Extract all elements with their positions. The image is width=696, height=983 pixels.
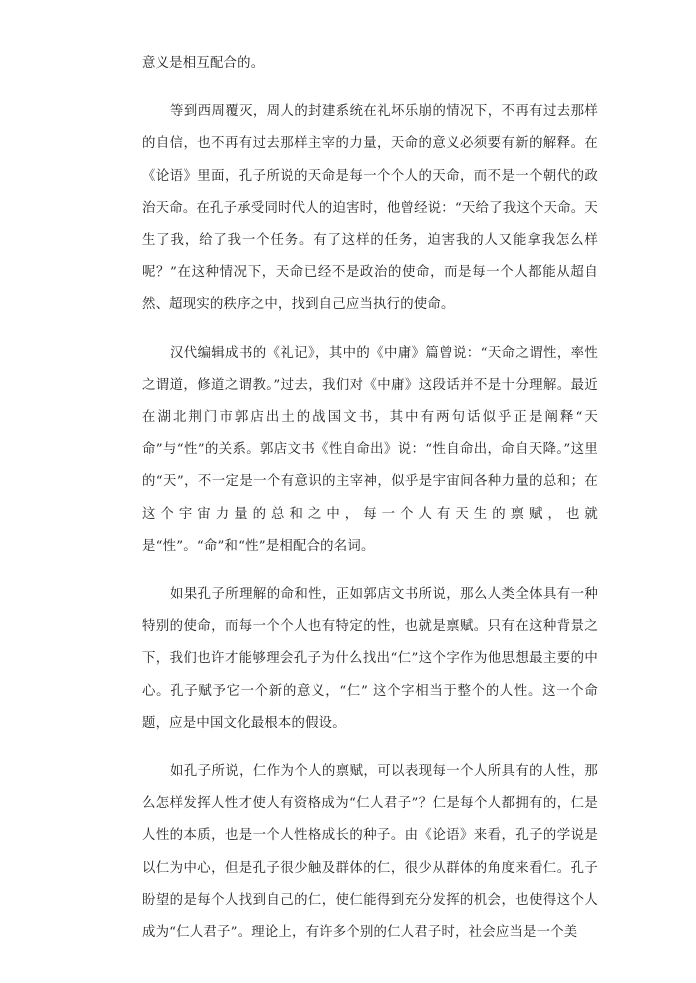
- paragraph-western-zhou: 等到西周覆灭，周人的封建系统在礼坏乐崩的情况下，不再有过去那样的自信，也不再有过去那样主宰的力量，天命的意义必须要有新的解释。在《论语》里面，孔子所说的天命是每一个个人的天命，而不是一个朝代的政治天命。在孔子承受同时代人的迫害时，他曾经说：“天给了我这个天命。天生了我，给了我一个任务。有了这样的任务，迫害我的人又能拿我怎么样呢？”在这种情况下，天命已经不是政治的使命，而是每一个人都能从超自然、超现实的秩序之中，找到自己应当执行的使命。: [142, 104, 598, 313]
- paragraph-ren-meaning: 如果孔子所理解的命和性，正如郭店文书所说，那么人类全体具有一种特别的使命，而每一个个人也有特定的性，也就是禀赋。只有在这种背景之下，我们也许才能够理会孔子为什么找出“仁”这个字作为他思想最主要的中心。孔子赋予它一个新的意义，“仁” 这个字相当于整个的人性。这一个命题，应是中国文化最根本的假设。: [142, 587, 598, 731]
- paragraph-liji-zhongyong: 汉代编辑成书的《礼记》，其中的《中庸》篇曾说：“天命之谓性，率性之谓道，修道之谓教。”过去，我们对《中庸》这段话并不是十分理解。最近在湖北荆门市郭店出土的战国文书，其中有两句话似乎正是阐释“天命”与“性”的关系。郭店文书《性自命出》说：“性自命出，命自天降。”这里的“天”，不一定是一个有意识的主宰神，似乎是宇宙间各种力量的总和；在这个宇宙力量的总和之中，每一个人有天生的禀赋，也就是“性”。“命”和“性”是相配合的名词。: [142, 345, 598, 554]
- text-column: [142, 48, 598, 949]
- paragraph-ren-as-endowment: 如孔子所说，仁作为个人的禀赋，可以表现每一个人所具有的人性，那么怎样发挥人性才使人有资格成为“仁人君子”？仁是每个人都拥有的，仁是人性的本质，也是一个人性格成长的种子。由《论语》来看，孔子的学说是以仁为中心，但是孔子很少触及群体的仁，很少从群体的角度来看仁。孔子盼望的是每个人找到自己的仁，使仁能得到充分发挥的机会，也使得这个人成为“仁人君子”。理论上，有许多个别的仁人君子时，社会应当是一个美: [142, 764, 598, 941]
- paragraph-continuation: 意义是相互配合的。: [142, 56, 265, 71]
